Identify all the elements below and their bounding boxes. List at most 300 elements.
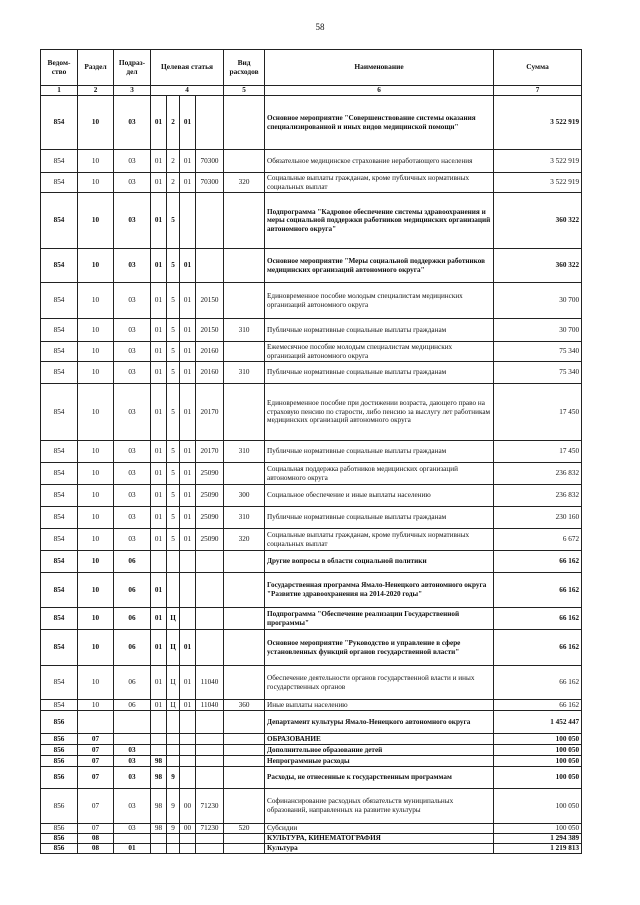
column-number-row [41, 86, 582, 96]
target-code-3 [180, 745, 196, 756]
target-code-1 [151, 734, 167, 745]
target-code-1 [151, 844, 167, 854]
summa-cell: 360 322 [494, 193, 582, 249]
col-num: 1 [41, 86, 78, 96]
target-code-3: 01 [180, 463, 196, 485]
target-code-2: Ц [167, 700, 180, 711]
col-num: 2 [78, 86, 114, 96]
target-code-4: 70300 [196, 173, 224, 193]
target-code-1: 01 [151, 319, 167, 342]
name-cell: Субсидии [265, 824, 494, 834]
name-cell: Непрограммные расходы [265, 756, 494, 767]
target-code-3: 01 [180, 529, 196, 551]
table-row [41, 342, 582, 362]
podrazdel-cell: 03 [114, 441, 151, 463]
col-num: 3 [114, 86, 151, 96]
target-code-1 [151, 834, 167, 844]
target-code-1: 98 [151, 789, 167, 824]
col-num: 4 [151, 86, 224, 96]
target-code-3 [180, 834, 196, 844]
razdel-cell: 10 [78, 283, 114, 319]
name-cell: Иные выплаты населению [265, 700, 494, 711]
target-code-2: 5 [167, 342, 180, 362]
target-code-3: 00 [180, 824, 196, 834]
budget-table [40, 49, 582, 854]
target-code-3 [180, 844, 196, 854]
table-row [41, 767, 582, 789]
target-code-1: 98 [151, 767, 167, 789]
target-code-1: 01 [151, 362, 167, 384]
razdel-cell: 10 [78, 249, 114, 283]
header-podrazdel: Подраз-дел [114, 50, 151, 86]
table-row [41, 745, 582, 756]
table-row [41, 573, 582, 608]
podrazdel-cell: 06 [114, 700, 151, 711]
vid-rashodov-cell [224, 342, 265, 362]
vedomstvo-cell: 854 [41, 666, 78, 700]
podrazdel-cell: 06 [114, 608, 151, 630]
vid-rashodov-cell: 310 [224, 319, 265, 342]
podrazdel-cell: 03 [114, 283, 151, 319]
summa-cell: 75 340 [494, 362, 582, 384]
summa-cell: 1 452 447 [494, 711, 582, 734]
vedomstvo-cell: 856 [41, 834, 78, 844]
vid-rashodov-cell: 300 [224, 485, 265, 507]
target-code-3: 01 [180, 507, 196, 529]
table-row [41, 173, 582, 193]
summa-cell: 17 450 [494, 441, 582, 463]
table-row [41, 362, 582, 384]
target-code-3: 01 [180, 384, 196, 441]
razdel-cell: 08 [78, 844, 114, 854]
vid-rashodov-cell [224, 711, 265, 734]
target-code-4: 20160 [196, 362, 224, 384]
table-row [41, 485, 582, 507]
target-code-3 [180, 734, 196, 745]
name-cell: Другие вопросы в области социальной политики [265, 551, 494, 573]
target-code-1: 01 [151, 507, 167, 529]
target-code-4 [196, 711, 224, 734]
razdel-cell [78, 711, 114, 734]
vedomstvo-cell: 856 [41, 756, 78, 767]
razdel-cell: 10 [78, 193, 114, 249]
target-code-3: 01 [180, 319, 196, 342]
podrazdel-cell: 03 [114, 384, 151, 441]
col-num: 5 [224, 86, 265, 96]
vid-rashodov-cell [224, 463, 265, 485]
vedomstvo-cell: 854 [41, 319, 78, 342]
vid-rashodov-cell [224, 630, 265, 666]
name-cell: Департамент культуры Ямало-Ненецкого автономного округа [265, 711, 494, 734]
target-code-4 [196, 193, 224, 249]
summa-cell: 17 450 [494, 384, 582, 441]
name-cell: Основное мероприятие "Руководство и управление в сфере установленных функций органов государственной власти" [265, 630, 494, 666]
target-code-3: 01 [180, 150, 196, 173]
summa-cell: 66 162 [494, 666, 582, 700]
summa-cell: 236 832 [494, 463, 582, 485]
summa-cell: 230 160 [494, 507, 582, 529]
target-code-1: 01 [151, 283, 167, 319]
vedomstvo-cell: 854 [41, 173, 78, 193]
podrazdel-cell: 03 [114, 756, 151, 767]
table-row [41, 507, 582, 529]
target-code-2: 2 [167, 96, 180, 150]
vedomstvo-cell: 854 [41, 342, 78, 362]
vid-rashodov-cell: 320 [224, 173, 265, 193]
summa-cell: 100 050 [494, 745, 582, 756]
target-code-2: 9 [167, 767, 180, 789]
name-cell: Обеспечение деятельности органов государственной власти и иных государственных органов [265, 666, 494, 700]
target-code-4: 25090 [196, 463, 224, 485]
vid-rashodov-cell [224, 551, 265, 573]
razdel-cell: 10 [78, 608, 114, 630]
name-cell: Социальное обеспечение и иные выплаты населению [265, 485, 494, 507]
summa-cell: 66 162 [494, 700, 582, 711]
vedomstvo-cell: 854 [41, 529, 78, 551]
target-code-2: 5 [167, 463, 180, 485]
target-code-2: 5 [167, 384, 180, 441]
header-summa: Сумма [494, 50, 582, 86]
summa-cell: 66 162 [494, 551, 582, 573]
target-code-3: 01 [180, 630, 196, 666]
name-cell: Единовременное пособие при достижении возраста, дающего право на страховую пенсию по старости, либо пенсию за выслугу лет работникам медицинских организаций автономного округа [265, 384, 494, 441]
name-cell: Культура [265, 844, 494, 854]
table-row [41, 630, 582, 666]
target-code-2: 5 [167, 441, 180, 463]
vid-rashodov-cell [224, 283, 265, 319]
name-cell: Публичные нормативные социальные выплаты гражданам [265, 362, 494, 384]
vedomstvo-cell: 854 [41, 249, 78, 283]
name-cell: Публичные нормативные социальные выплаты гражданам [265, 319, 494, 342]
target-code-1: 01 [151, 485, 167, 507]
target-code-3: 01 [180, 700, 196, 711]
vedomstvo-cell: 854 [41, 150, 78, 173]
name-cell: Расходы, не отнесенные к государственным программам [265, 767, 494, 789]
target-code-4: 25090 [196, 529, 224, 551]
target-code-4 [196, 630, 224, 666]
vid-rashodov-cell [224, 150, 265, 173]
summa-cell: 100 050 [494, 767, 582, 789]
summa-cell: 100 050 [494, 734, 582, 745]
target-code-2 [167, 756, 180, 767]
podrazdel-cell: 06 [114, 630, 151, 666]
summa-cell: 1 219 813 [494, 844, 582, 854]
target-code-1: 01 [151, 608, 167, 630]
target-code-1: 98 [151, 824, 167, 834]
vedomstvo-cell: 854 [41, 96, 78, 150]
summa-cell: 236 832 [494, 485, 582, 507]
target-code-2 [167, 734, 180, 745]
vedomstvo-cell: 854 [41, 630, 78, 666]
target-code-1 [151, 551, 167, 573]
target-code-1: 01 [151, 630, 167, 666]
podrazdel-cell: 03 [114, 362, 151, 384]
razdel-cell: 07 [78, 824, 114, 834]
vedomstvo-cell: 854 [41, 283, 78, 319]
podrazdel-cell: 03 [114, 529, 151, 551]
target-code-4: 11040 [196, 700, 224, 711]
col-num: 6 [265, 86, 494, 96]
target-code-2 [167, 844, 180, 854]
podrazdel-cell: 03 [114, 789, 151, 824]
vedomstvo-cell: 856 [41, 844, 78, 854]
table-row [41, 789, 582, 824]
target-code-1: 01 [151, 700, 167, 711]
target-code-4: 71230 [196, 789, 224, 824]
target-code-4: 71230 [196, 824, 224, 834]
target-code-1: 01 [151, 193, 167, 249]
target-code-3: 01 [180, 441, 196, 463]
target-code-4: 25090 [196, 485, 224, 507]
table-row [41, 529, 582, 551]
name-cell: Социальная поддержка работников медицинских организаций автономного округа [265, 463, 494, 485]
table-row [41, 711, 582, 734]
vedomstvo-cell: 854 [41, 362, 78, 384]
vedomstvo-cell: 854 [41, 507, 78, 529]
summa-cell: 100 050 [494, 789, 582, 824]
razdel-cell: 10 [78, 551, 114, 573]
target-code-3 [180, 756, 196, 767]
target-code-4 [196, 608, 224, 630]
target-code-3: 01 [180, 249, 196, 283]
vedomstvo-cell: 854 [41, 573, 78, 608]
target-code-4: 20170 [196, 384, 224, 441]
target-code-1: 01 [151, 441, 167, 463]
podrazdel-cell: 06 [114, 551, 151, 573]
target-code-4 [196, 844, 224, 854]
vedomstvo-cell: 856 [41, 824, 78, 834]
vedomstvo-cell: 854 [41, 608, 78, 630]
podrazdel-cell: 06 [114, 666, 151, 700]
name-cell: Социальные выплаты гражданам, кроме публичных нормативных социальных выплат [265, 529, 494, 551]
name-cell: Социальные выплаты гражданам, кроме публичных нормативных социальных выплат [265, 173, 494, 193]
table-row [41, 193, 582, 249]
target-code-4 [196, 249, 224, 283]
podrazdel-cell: 03 [114, 824, 151, 834]
table-row [41, 96, 582, 150]
vid-rashodov-cell [224, 767, 265, 789]
vid-rashodov-cell: 310 [224, 507, 265, 529]
razdel-cell: 10 [78, 384, 114, 441]
vid-rashodov-cell [224, 745, 265, 756]
razdel-cell: 10 [78, 700, 114, 711]
razdel-cell: 10 [78, 441, 114, 463]
vid-rashodov-cell: 310 [224, 441, 265, 463]
vid-rashodov-cell: 520 [224, 824, 265, 834]
header-razdel: Раздел [78, 50, 114, 86]
razdel-cell: 10 [78, 573, 114, 608]
target-code-2: Ц [167, 608, 180, 630]
target-code-2: 5 [167, 362, 180, 384]
table-row [41, 384, 582, 441]
summa-cell: 30 700 [494, 319, 582, 342]
vid-rashodov-cell [224, 384, 265, 441]
target-code-3: 01 [180, 342, 196, 362]
target-code-4 [196, 734, 224, 745]
vedomstvo-cell: 854 [41, 485, 78, 507]
name-cell: Государственная программа Ямало-Ненецкого автономного округа "Развитие здравоохранения на 2014-2020 годы" [265, 573, 494, 608]
razdel-cell: 10 [78, 630, 114, 666]
razdel-cell: 10 [78, 362, 114, 384]
summa-cell: 3 522 919 [494, 173, 582, 193]
name-cell: Подпрограмма "Обеспечение реализации Государственной программы" [265, 608, 494, 630]
table-row [41, 824, 582, 834]
name-cell: Публичные нормативные социальные выплаты гражданам [265, 441, 494, 463]
vedomstvo-cell: 856 [41, 789, 78, 824]
target-code-4 [196, 551, 224, 573]
table-row [41, 834, 582, 844]
summa-cell: 66 162 [494, 573, 582, 608]
target-code-4: 20150 [196, 319, 224, 342]
target-code-3: 01 [180, 96, 196, 150]
summa-cell: 100 050 [494, 824, 582, 834]
podrazdel-cell [114, 734, 151, 745]
target-code-2: 2 [167, 150, 180, 173]
table-row [41, 666, 582, 700]
target-code-3 [180, 608, 196, 630]
vid-rashodov-cell [224, 789, 265, 824]
table-row [41, 319, 582, 342]
vedomstvo-cell: 856 [41, 711, 78, 734]
target-code-2 [167, 745, 180, 756]
summa-cell: 75 340 [494, 342, 582, 362]
target-code-2: 5 [167, 249, 180, 283]
target-code-2: 5 [167, 319, 180, 342]
razdel-cell: 10 [78, 666, 114, 700]
podrazdel-cell [114, 711, 151, 734]
page-number: 58 [315, 22, 325, 32]
razdel-cell: 10 [78, 319, 114, 342]
vedomstvo-cell: 854 [41, 384, 78, 441]
razdel-cell: 08 [78, 834, 114, 844]
name-cell: Ежемесячное пособие молодым специалистам медицинских организаций автономного округа [265, 342, 494, 362]
target-code-3: 00 [180, 789, 196, 824]
table-row [41, 463, 582, 485]
target-code-1: 01 [151, 96, 167, 150]
target-code-2: 5 [167, 485, 180, 507]
razdel-cell: 07 [78, 745, 114, 756]
target-code-2 [167, 711, 180, 734]
vedomstvo-cell: 856 [41, 745, 78, 756]
header-row [41, 50, 582, 86]
target-code-4: 11040 [196, 666, 224, 700]
target-code-4: 20150 [196, 283, 224, 319]
vid-rashodov-cell [224, 249, 265, 283]
target-code-2: 2 [167, 173, 180, 193]
razdel-cell: 10 [78, 342, 114, 362]
target-code-4 [196, 573, 224, 608]
target-code-4: 25090 [196, 507, 224, 529]
table-row [41, 150, 582, 173]
target-code-3 [180, 193, 196, 249]
vid-rashodov-cell [224, 834, 265, 844]
col-num: 7 [494, 86, 582, 96]
vid-rashodov-cell [224, 666, 265, 700]
header-vid-rashodov: Вид расходов [224, 50, 265, 86]
header-naimenovanie: Наименование [265, 50, 494, 86]
razdel-cell: 10 [78, 150, 114, 173]
razdel-cell: 07 [78, 734, 114, 745]
target-code-4: 20170 [196, 441, 224, 463]
name-cell: Софинансирование расходных обязательств муниципальных образований, направленных на развитие культуры [265, 789, 494, 824]
target-code-1: 01 [151, 384, 167, 441]
vedomstvo-cell: 854 [41, 463, 78, 485]
vid-rashodov-cell [224, 193, 265, 249]
target-code-2: 5 [167, 507, 180, 529]
podrazdel-cell: 06 [114, 573, 151, 608]
podrazdel-cell: 03 [114, 249, 151, 283]
target-code-2: 9 [167, 824, 180, 834]
target-code-2: 5 [167, 529, 180, 551]
summa-cell: 3 522 919 [494, 150, 582, 173]
vid-rashodov-cell: 320 [224, 529, 265, 551]
summa-cell: 100 050 [494, 756, 582, 767]
target-code-2 [167, 573, 180, 608]
podrazdel-cell: 03 [114, 507, 151, 529]
target-code-1: 01 [151, 573, 167, 608]
razdel-cell: 10 [78, 529, 114, 551]
name-cell: Публичные нормативные социальные выплаты гражданам [265, 507, 494, 529]
name-cell: КУЛЬТУРА, КИНЕМАТОГРАФИЯ [265, 834, 494, 844]
summa-cell: 3 522 919 [494, 96, 582, 150]
target-code-1: 01 [151, 529, 167, 551]
table-row [41, 844, 582, 854]
summa-cell: 6 672 [494, 529, 582, 551]
name-cell: ОБРАЗОВАНИЕ [265, 734, 494, 745]
target-code-1: 01 [151, 173, 167, 193]
target-code-3 [180, 573, 196, 608]
target-code-1: 01 [151, 249, 167, 283]
podrazdel-cell: 03 [114, 745, 151, 756]
podrazdel-cell: 03 [114, 173, 151, 193]
vid-rashodov-cell [224, 734, 265, 745]
podrazdel-cell: 03 [114, 342, 151, 362]
target-code-1: 98 [151, 756, 167, 767]
table-row [41, 756, 582, 767]
podrazdel-cell: 03 [114, 150, 151, 173]
vedomstvo-cell: 854 [41, 441, 78, 463]
target-code-1 [151, 711, 167, 734]
target-code-1: 01 [151, 342, 167, 362]
summa-cell: 66 162 [494, 630, 582, 666]
target-code-3 [180, 711, 196, 734]
podrazdel-cell: 03 [114, 319, 151, 342]
vedomstvo-cell: 854 [41, 193, 78, 249]
vid-rashodov-cell: 360 [224, 700, 265, 711]
podrazdel-cell: 01 [114, 844, 151, 854]
target-code-3: 01 [180, 485, 196, 507]
podrazdel-cell: 03 [114, 193, 151, 249]
header-celevaya-statya: Целевая статья [151, 50, 224, 86]
razdel-cell: 10 [78, 96, 114, 150]
target-code-3: 01 [180, 362, 196, 384]
razdel-cell: 10 [78, 173, 114, 193]
target-code-1 [151, 745, 167, 756]
razdel-cell: 07 [78, 789, 114, 824]
summa-cell: 360 322 [494, 249, 582, 283]
target-code-3: 01 [180, 283, 196, 319]
target-code-4: 70300 [196, 150, 224, 173]
vedomstvo-cell: 854 [41, 551, 78, 573]
razdel-cell: 07 [78, 756, 114, 767]
target-code-2 [167, 551, 180, 573]
name-cell: Основное мероприятие "Меры социальной поддержки работников медицинских организаций автономного округа" [265, 249, 494, 283]
summa-cell: 66 162 [494, 608, 582, 630]
name-cell: Дополнительное образование детей [265, 745, 494, 756]
target-code-1: 01 [151, 463, 167, 485]
target-code-4 [196, 96, 224, 150]
target-code-2: 5 [167, 193, 180, 249]
